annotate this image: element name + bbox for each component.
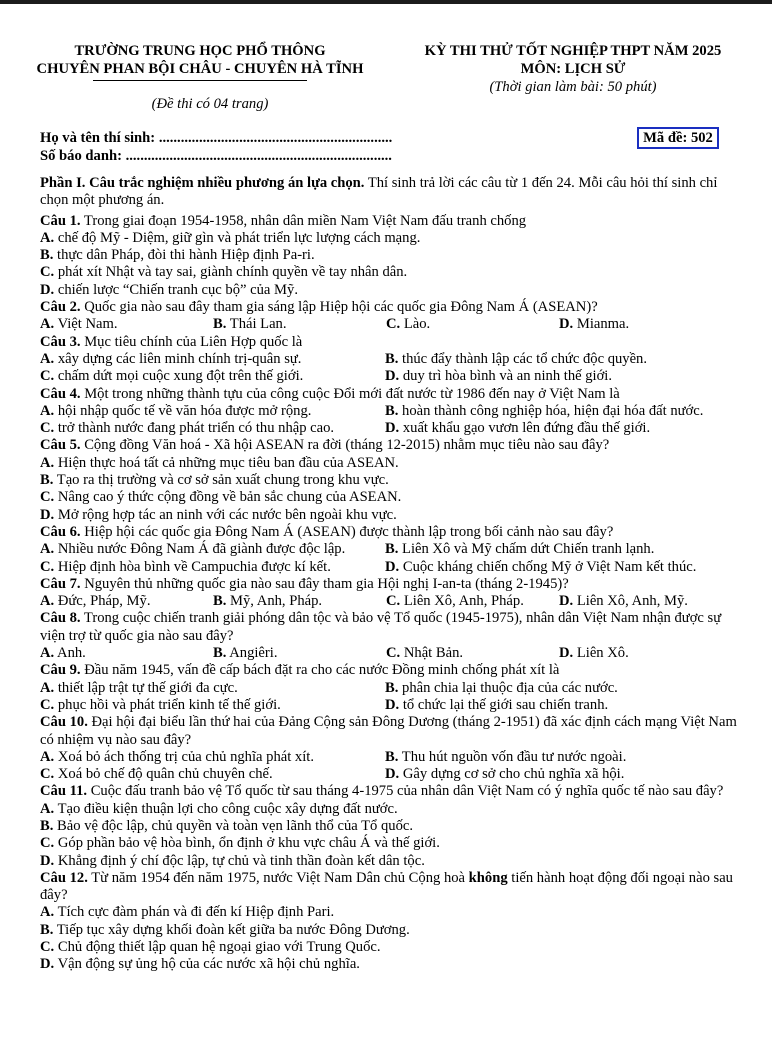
option-text: Việt Nam. <box>54 316 118 333</box>
option <box>385 766 740 783</box>
option-text: chấm dứt mọi cuộc xung đột trên thế giới. <box>54 368 304 385</box>
option <box>213 645 386 662</box>
option-letter: A. <box>40 748 55 765</box>
option-letter: D. <box>385 368 400 385</box>
exam-header <box>408 42 738 96</box>
option-letter: D. <box>385 766 400 783</box>
option-letter: D. <box>40 956 55 973</box>
option-letter: C. <box>386 593 401 610</box>
option-letter: A. <box>40 402 55 419</box>
option-letter: D. <box>385 696 400 713</box>
option <box>40 351 385 368</box>
option-letter: C. <box>40 558 55 575</box>
question-text: Nguyên thủ những quốc gia nào sau đây tham gia Hội nghị I-an-ta (tháng 2-1945)? <box>80 575 569 592</box>
option-letter: D. <box>40 852 55 869</box>
option-text: Tạo điều kiện thuận lợi cho công cuộc xây dựng đất nước. <box>54 800 398 817</box>
option <box>40 420 385 437</box>
option <box>40 316 213 333</box>
option-letter: A. <box>40 904 55 921</box>
option <box>40 853 740 870</box>
option-row <box>40 749 740 766</box>
part1-title: Phần I. Câu trắc nghiệm nhiều phương án lựa chọn. <box>40 175 365 191</box>
exam-duration: (Thời gian làm bài: 50 phút) <box>489 79 657 95</box>
question-4 <box>40 386 740 403</box>
option-letter: D. <box>385 558 400 575</box>
option-text: Xoá bỏ ách thống trị của chủ nghĩa phát xít. <box>54 748 314 765</box>
option-row <box>40 351 740 368</box>
id-label: Số báo danh: <box>40 148 122 164</box>
option <box>559 645 732 662</box>
option <box>40 697 385 714</box>
option-letter: A. <box>40 454 55 471</box>
option-letter: A. <box>40 800 55 817</box>
option <box>386 593 559 610</box>
question-2 <box>40 299 740 316</box>
option-text: Lào. <box>400 316 431 333</box>
question-number: Câu 12. <box>40 869 88 886</box>
option-text: duy trì hòa bình và an ninh thế giới. <box>399 368 613 385</box>
option-row <box>40 403 740 420</box>
option-letter: A. <box>40 350 55 367</box>
name-label: Họ và tên thí sinh: <box>40 130 156 146</box>
question-9 <box>40 662 740 679</box>
option-text: xây dựng các liên minh chính trị-quân sự. <box>54 350 302 367</box>
question-text: Cuộc đấu tranh bảo vệ Tổ quốc từ sau tháng 4-1975 của nhân dân Việt Nam có ý nghĩa quốc tế nào sau đây? <box>87 783 724 800</box>
option-text: Tạo ra thị trường và cơ sở sản xuất chung trong khu vực. <box>53 472 389 489</box>
option-text: chế độ Mỹ - Diệm, giữ gìn và phát triển lực lượng cách mạng. <box>54 229 421 246</box>
exam-content <box>40 175 740 974</box>
question-number: Câu 10. <box>40 714 88 731</box>
option-text: Khẳng định ý chí độc lập, tự chủ và tinh thần đoàn kết dân tộc. <box>54 852 425 869</box>
page-count: (Đề thi có 04 trang) <box>151 96 269 112</box>
option <box>40 247 740 264</box>
option-text: chiến lược “Chiến tranh cục bộ” của Mỹ. <box>54 281 298 298</box>
option-letter: D. <box>40 281 55 298</box>
question-text: Hiệp hội các quốc gia Đông Nam Á (ASEAN) được thành lập trong bối cảnh nào sau đây? <box>80 523 614 540</box>
question-number: Câu 8. <box>40 610 81 627</box>
option <box>559 316 732 333</box>
option <box>40 472 740 489</box>
question-number: Câu 2. <box>40 299 81 316</box>
option-text: Đức, Pháp, Mỹ. <box>54 593 151 610</box>
exam-subject: MÔN: LỊCH SỬ <box>520 61 626 77</box>
option <box>40 230 740 247</box>
question-1 <box>40 213 740 230</box>
option <box>40 541 385 558</box>
question-number: Câu 4. <box>40 385 81 402</box>
option-text: Tích cực đàm phán và đi đến kí Hiệp định Pari. <box>54 904 335 921</box>
option <box>559 593 732 610</box>
question-emphasis: không <box>468 869 508 886</box>
option-text: Mở rộng hợp tác an ninh với các nước bên ngoài khu vực. <box>54 506 397 523</box>
top-border <box>0 0 772 4</box>
option-letter: A. <box>40 316 55 333</box>
option <box>40 749 385 766</box>
option-text: Bảo vệ độc lập, chủ quyền và toàn vẹn lãnh thổ của Tổ quốc. <box>53 817 413 834</box>
option <box>40 922 740 939</box>
option <box>40 939 740 956</box>
option <box>386 316 559 333</box>
option-letter: B. <box>385 541 399 558</box>
option <box>385 749 740 766</box>
option-letter: B. <box>385 679 399 696</box>
option-row <box>40 420 740 437</box>
option-letter: C. <box>40 264 55 281</box>
option-text: Cuộc kháng chiến chống Mỹ ở Việt Nam kết thúc. <box>399 558 697 575</box>
option <box>385 559 740 576</box>
question-text: Mục tiêu chính của Liên Hợp quốc là <box>80 333 303 350</box>
option <box>385 697 740 714</box>
question-10 <box>40 714 740 749</box>
option <box>40 680 385 697</box>
question-text: Trong cuộc chiến tranh giải phóng dân tộc và bảo vệ Tổ quốc (1945-1975), nhân dân Việt Nam nhận được sự viện trợ từ quốc gia nào sau đây? <box>40 610 722 644</box>
option-row <box>40 645 740 662</box>
question-text: Quốc gia nào sau đây tham gia sáng lập Hiệp hội các quốc gia Đông Nam Á (ASEAN)? <box>80 299 598 316</box>
option-letter: B. <box>40 472 54 489</box>
option-text: Nâng cao ý thức cộng đồng về bản sắc chung của ASEAN. <box>54 489 402 506</box>
question-number: Câu 7. <box>40 575 81 592</box>
option-letter: B. <box>385 402 399 419</box>
school-header <box>30 42 370 81</box>
option-letter: B. <box>213 593 227 610</box>
option-text: Chủ động thiết lập quan hệ ngoại giao với Trung Quốc. <box>54 939 381 956</box>
option-letter: C. <box>386 316 401 333</box>
option-letter: B. <box>213 645 227 662</box>
option <box>40 403 385 420</box>
option-text: phân chia lại thuộc địa của các nước. <box>398 679 618 696</box>
option-text: thực dân Pháp, đòi thi hành Hiệp định Pa-ri. <box>53 247 315 264</box>
option-letter: A. <box>40 679 55 696</box>
option-text: thúc đẩy thành lập các tổ chức độc quyền. <box>398 350 648 367</box>
option-letter: C. <box>40 835 55 852</box>
option-row <box>40 316 740 333</box>
option-text: Hiện thực hoá tất cả những mục tiêu ban đầu của ASEAN. <box>54 454 399 471</box>
question-5 <box>40 437 740 454</box>
option-text: Vận động sự ủng hộ của các nước xã hội chủ nghĩa. <box>54 956 360 973</box>
option-text: tổ chức lại thế giới sau chiến tranh. <box>399 696 609 713</box>
option-text: Góp phần bảo vệ hòa bình, ổn định ở khu vực châu Á và thế giới. <box>54 835 440 852</box>
option-letter: C. <box>40 420 55 437</box>
question-number: Câu 9. <box>40 662 81 679</box>
option-text: Hiệp định hòa bình về Campuchia được kí kết. <box>54 558 331 575</box>
option-letter: C. <box>386 645 401 662</box>
option <box>40 282 740 299</box>
question-12 <box>40 870 740 905</box>
option-text: Mỹ, Anh, Pháp. <box>226 593 323 610</box>
id-dots: ......................................................................... <box>125 148 392 164</box>
option <box>385 351 740 368</box>
option-letter: D. <box>559 316 574 333</box>
question-number: Câu 11. <box>40 783 88 800</box>
header-underline <box>93 80 307 81</box>
question-text: Đầu năm 1945, vấn đề cấp bách đặt ra cho các nước Đồng minh chống phát xít là <box>80 662 560 679</box>
option-text: Tiếp tục xây dựng khối đoàn kết giữa ba nước Đông Dương. <box>53 921 410 938</box>
option-text: hội nhập quốc tế về văn hóa được mở rộng. <box>54 402 312 419</box>
school-line-1: TRƯỜNG TRUNG HỌC PHỔ THÔNG <box>74 43 326 59</box>
question-text: tiến hành hoạt động đối ngoại nào sau đây? <box>40 869 733 904</box>
option-row <box>40 541 740 558</box>
option-letter: D. <box>559 593 574 610</box>
option-letter: B. <box>40 247 54 264</box>
option-letter: C. <box>40 368 55 385</box>
option-text: Nhiều nước Đông Nam Á đã giành được độc lập. <box>54 541 346 558</box>
option <box>40 956 740 973</box>
option <box>40 801 740 818</box>
option-text: Mianma. <box>573 316 630 333</box>
option-text: Thái Lan. <box>226 316 287 333</box>
question-number: Câu 5. <box>40 437 81 454</box>
option <box>40 818 740 835</box>
option <box>385 403 740 420</box>
question-number: Câu 6. <box>40 523 81 540</box>
option <box>213 593 386 610</box>
option-text: thiết lập trật tự thế giới đa cực. <box>54 679 238 696</box>
option-row <box>40 368 740 385</box>
option-letter: C. <box>40 696 55 713</box>
option-text: Anh. <box>54 645 86 662</box>
candidate-id-line <box>40 148 392 165</box>
option <box>40 835 740 852</box>
part1-heading <box>40 175 740 210</box>
option-row <box>40 680 740 697</box>
option <box>40 645 213 662</box>
question-number: Câu 1. <box>40 212 81 229</box>
option-letter: B. <box>40 817 54 834</box>
option-letter: A. <box>40 229 55 246</box>
option-letter: A. <box>40 541 55 558</box>
option-letter: B. <box>385 350 399 367</box>
question-7 <box>40 576 740 593</box>
name-dots: ................................................................ <box>158 130 393 146</box>
question-text: Từ năm 1954 đến năm 1975, nước Việt Nam Dân chủ Cộng hoà <box>87 869 469 886</box>
option-letter: C. <box>40 489 55 506</box>
option-letter: B. <box>385 748 399 765</box>
question-number: Câu 3. <box>40 333 81 350</box>
question-11 <box>40 783 740 800</box>
option-letter: D. <box>385 420 400 437</box>
option-letter: D. <box>40 506 55 523</box>
option <box>40 766 385 783</box>
option-letter: B. <box>40 921 54 938</box>
option <box>40 904 740 921</box>
option <box>385 420 740 437</box>
option-text: Thu hút nguồn vốn đầu tư nước ngoài. <box>398 748 627 765</box>
option-letter: B. <box>213 316 227 333</box>
question-8 <box>40 610 740 645</box>
question-text: Cộng đồng Văn hoá - Xã hội ASEAN ra đời (tháng 12-2015) nhằm mục tiêu nào sau đây? <box>80 437 610 454</box>
option-text: Nhật Bản. <box>400 645 464 662</box>
option <box>40 489 740 506</box>
option <box>40 559 385 576</box>
option-row <box>40 559 740 576</box>
option <box>385 680 740 697</box>
option-text: xuất khẩu gạo vươn lên đứng đầu thế giới. <box>399 420 651 437</box>
option-text: Angiêri. <box>226 645 278 662</box>
option-text: Gây dựng cơ sở cho chủ nghĩa xã hội. <box>399 766 625 783</box>
question-6 <box>40 524 740 541</box>
option-text: Liên Xô, Anh, Pháp. <box>400 593 524 610</box>
option <box>40 455 740 472</box>
option-letter: D. <box>559 645 574 662</box>
option-text: phục hồi và phát triển kinh tế thế giới. <box>54 696 281 713</box>
exam-code-box: Mã đề: 502 <box>637 127 719 149</box>
option <box>40 593 213 610</box>
option <box>386 645 559 662</box>
option-text: phát xít Nhật và tay sai, giành chính quyền về tay nhân dân. <box>54 264 408 281</box>
option-text: Liên Xô. <box>573 645 629 662</box>
question-text: Một trong những thành tựu của công cuộc Đổi mới đất nước từ 1986 đến nay ở Việt Nam là <box>80 385 620 402</box>
option-letter: A. <box>40 593 55 610</box>
option <box>213 316 386 333</box>
option-letter: C. <box>40 766 55 783</box>
option-text: trở thành nước đang phát triển có thu nhập cao. <box>54 420 335 437</box>
option-text: Liên Xô và Mỹ chấm dứt Chiến tranh lạnh. <box>398 541 655 558</box>
option <box>385 541 740 558</box>
exam-title: KỲ THI THỬ TỐT NGHIỆP THPT NĂM 2025 <box>424 43 722 59</box>
question-3 <box>40 334 740 351</box>
option-letter: A. <box>40 645 55 662</box>
question-text: Trong giai đoạn 1954-1958, nhân dân miền Nam Việt Nam đấu tranh chống <box>80 212 527 229</box>
part1-instruction: Thí sinh trả lời các câu từ 1 đến 24. Mỗi câu hỏi thí sinh chỉ chọn một phương án. <box>40 175 718 209</box>
question-text: Đại hội đại biểu lần thứ hai của Đảng Cộng sản Đông Dương (tháng 2-1951) đã xác định cách mạng Việt Nam có nhiệm vụ nào sau đây? <box>40 714 737 748</box>
option-text: Liên Xô, Anh, Mỹ. <box>573 593 688 610</box>
option-text: Xoá bỏ chế độ quân chủ chuyên chế. <box>54 766 273 783</box>
option-letter: C. <box>40 939 55 956</box>
school-line-2: CHUYÊN PHAN BỘI CHÂU - CHUYÊN HÀ TĨNH <box>36 61 364 77</box>
candidate-name-line <box>40 130 392 147</box>
option-row <box>40 697 740 714</box>
option <box>385 368 740 385</box>
option-row <box>40 766 740 783</box>
option-text: hoàn thành công nghiệp hóa, hiện đại hóa đất nước. <box>398 402 704 419</box>
option <box>40 264 740 281</box>
option <box>40 368 385 385</box>
option-row <box>40 593 740 610</box>
option <box>40 507 740 524</box>
